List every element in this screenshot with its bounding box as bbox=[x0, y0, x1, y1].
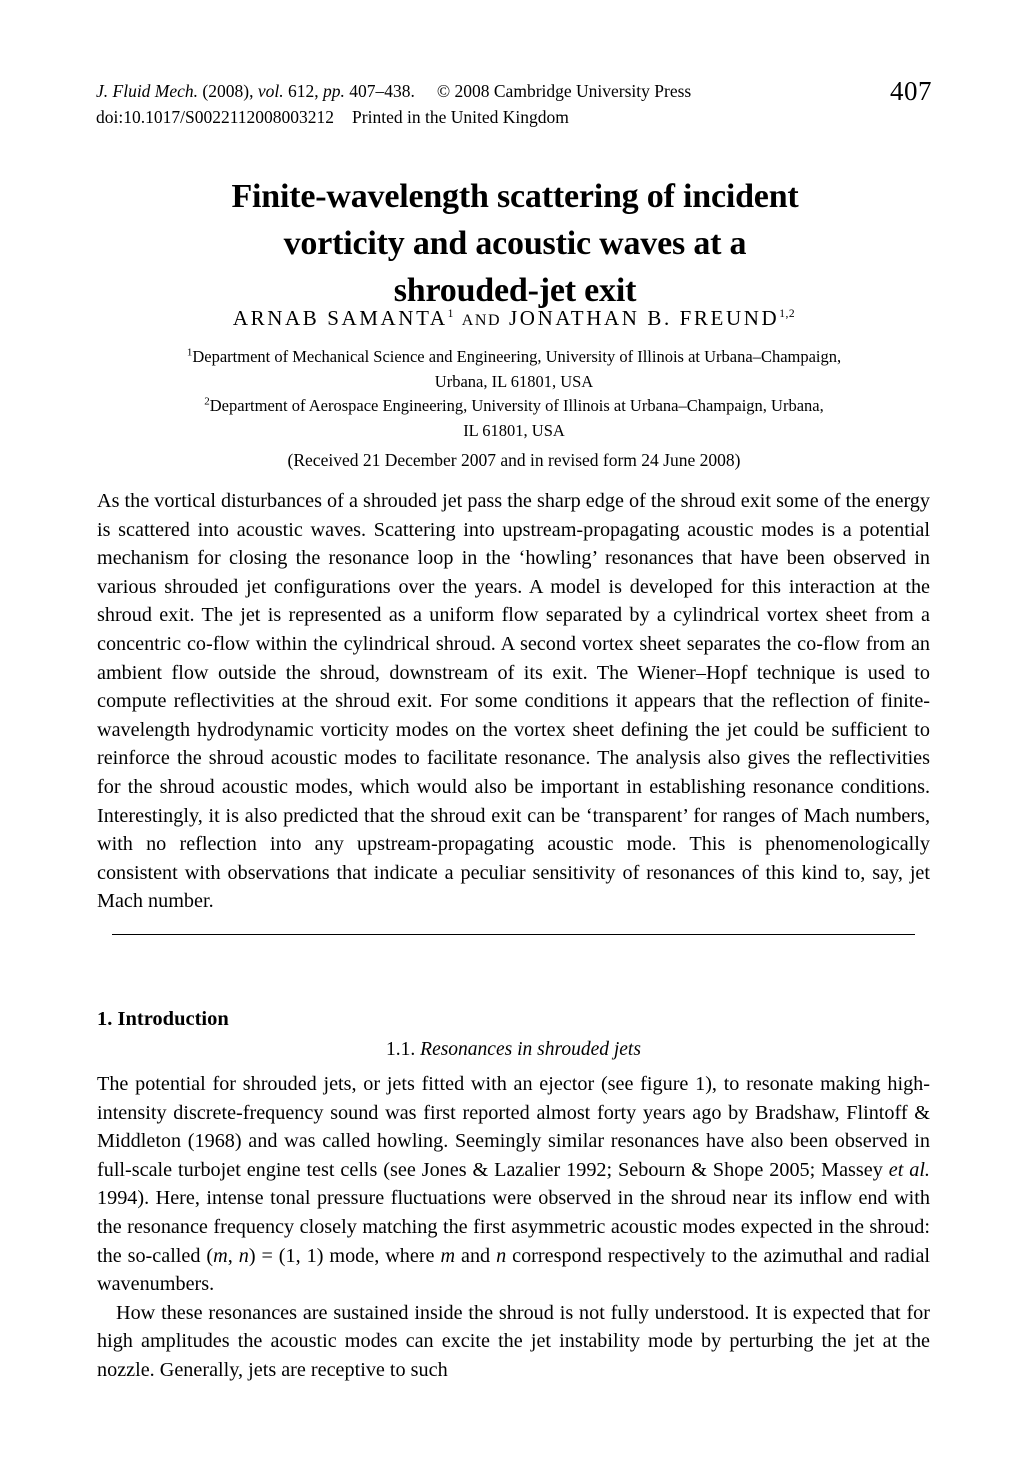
author-name-2: JONATHAN B. FREUND bbox=[509, 306, 780, 330]
citation-etal: et al. bbox=[888, 1158, 930, 1181]
author-name-1: ARNAB SAMANTA bbox=[232, 306, 448, 330]
masthead-text bbox=[96, 78, 691, 130]
para1-part-c: , bbox=[227, 1244, 239, 1267]
body-paragraph-2: How these resonances are sustained inside the shroud is not fully understood. It is expected that for high amplitudes the acoustic modes can excite the jet instability mode by perturbing the jet at the nozzle. Generally, jets are receptive to such bbox=[97, 1301, 930, 1381]
affiliation-1 bbox=[96, 345, 932, 370]
pages-label: pp. bbox=[322, 81, 345, 101]
para1-part-e: and bbox=[455, 1244, 497, 1267]
volume-label: vol. bbox=[257, 81, 284, 101]
para1-part-f: correspond respectively to the azimuthal and radial wavenumbers. bbox=[97, 1244, 931, 1296]
affiliation-2-line-2: IL 61801, USA bbox=[463, 420, 565, 440]
math-var-n-1: n bbox=[238, 1244, 249, 1267]
journal-year: (2008), bbox=[198, 81, 258, 101]
doi-line bbox=[96, 104, 691, 130]
abstract-text: As the vortical disturbances of a shrouded jet pass the sharp edge of the shroud exit some of the energy is scattered into acoustic waves. Scattering into upstream-propagating acoustic modes is a potential mechanism for closing the resonance loop in the ‘howling’ resonances that have been observed in various shrouded jet configurations over the years. A model is developed for this interaction at the shroud exit. The jet is represented as a uniform flow separated by a cylindrical vortex sheet from a concentric co-flow within the cylindrical shroud. A second vortex sheet separates the co-flow from an ambient flow outside the shroud, downstream of its exit. The Wiener–Hopf technique is used to compute reflectivities at the shroud exit. For some conditions it appears that the reflection of finite-wavelength hydrodynamic vorticity modes on the vortex sheet defining the jet could be sufficient to reinforce the shroud acoustic modes to facilitate resonance. The analysis also gives the reflectivities for the shroud acoustic modes, which would also be important in establishing resonance conditions. Interestingly, it is also predicted that the shroud exit can be ‘transparent’ for ranges of Mach numbers, with no reflection into any upstream-propagating acoustic mode. This is phenomenologically consistent with observations that indicate a peculiar sensitivity of resonances of this kind to, say, jet Mach number. bbox=[97, 490, 930, 913]
paper-title bbox=[150, 173, 880, 314]
body-paragraph-1 bbox=[97, 1070, 930, 1299]
section-divider-rule bbox=[112, 934, 915, 935]
affiliation-block bbox=[96, 345, 932, 443]
title-line-2: vorticity and acoustic waves at a bbox=[283, 224, 747, 262]
author-list bbox=[96, 306, 932, 331]
title-line-1: Finite-wavelength scattering of incident bbox=[231, 177, 799, 215]
para1-part-b: 1994). Here, intense tonal pressure fluctuations were observed in the shroud near its inflow end with the resonance frequency closely matching the first asymmetric acoustic modes expected in the shroud: the so-called ( bbox=[97, 1187, 930, 1267]
printed-in-text: Printed in the United Kingdom bbox=[352, 107, 569, 127]
affiliation-1-line-2: Urbana, IL 61801, USA bbox=[434, 371, 594, 391]
affiliation-2-line-1: Department of Aerospace Engineering, University of Illinois at Urbana–Champaign, Urbana, bbox=[209, 396, 824, 415]
affiliation-1-line-1: Department of Mechanical Science and Engineering, University of Illinois at Urbana–Champaign, bbox=[192, 347, 842, 366]
para1-part-d: ) = (1, 1) mode, where bbox=[248, 1244, 441, 1267]
page-number: 407 bbox=[890, 76, 932, 106]
page-range: 407–438. bbox=[344, 81, 415, 101]
journal-masthead bbox=[96, 78, 932, 130]
masthead-row bbox=[96, 78, 932, 130]
author-affil-marker-2: 1,2 bbox=[779, 308, 796, 320]
subsection-number: 1.1. bbox=[386, 1039, 416, 1060]
math-var-m-2: m bbox=[440, 1244, 456, 1267]
copyright-line: © 2008 Cambridge University Press bbox=[436, 81, 692, 101]
doi-text: doi:10.1017/S0022112008003212 bbox=[96, 107, 335, 127]
body-text-column bbox=[97, 1070, 930, 1385]
section-heading-introduction: 1. Introduction bbox=[97, 1008, 229, 1030]
received-date: (Received 21 December 2007 and in revised form 24 June 2008) bbox=[287, 450, 741, 470]
affiliation-2 bbox=[96, 394, 932, 419]
subsection-title: Resonances in shrouded jets bbox=[420, 1039, 641, 1060]
volume-number: 612, bbox=[283, 81, 323, 101]
author-affil-marker-1: 1 bbox=[447, 308, 454, 320]
affiliation-marker-2: 2 bbox=[204, 395, 210, 408]
journal-citation-line bbox=[96, 78, 691, 104]
affiliation-marker-1: 1 bbox=[186, 346, 193, 359]
subsection-heading bbox=[97, 1039, 930, 1061]
math-var-m-1: m bbox=[213, 1244, 228, 1267]
author-conjunction: AND bbox=[461, 312, 502, 329]
math-var-n-2: n bbox=[496, 1244, 507, 1267]
para1-part-a: The potential for shrouded jets, or jets fitted with an ejector (see figure 1), to resonate making high-intensity discrete-frequency sound was first reported almost forty years ago by Bradshaw, Flintoff & Middleton (1968) and was called howling. Seemingly similar resonances have also been observed in full-scale turbojet engine test cells (see Jones & Lazalier 1992; Sebourn & Shope 2005; Massey bbox=[97, 1073, 930, 1181]
title-line-3: shrouded-jet exit bbox=[393, 271, 637, 309]
journal-name: J. Fluid Mech. bbox=[96, 81, 199, 101]
